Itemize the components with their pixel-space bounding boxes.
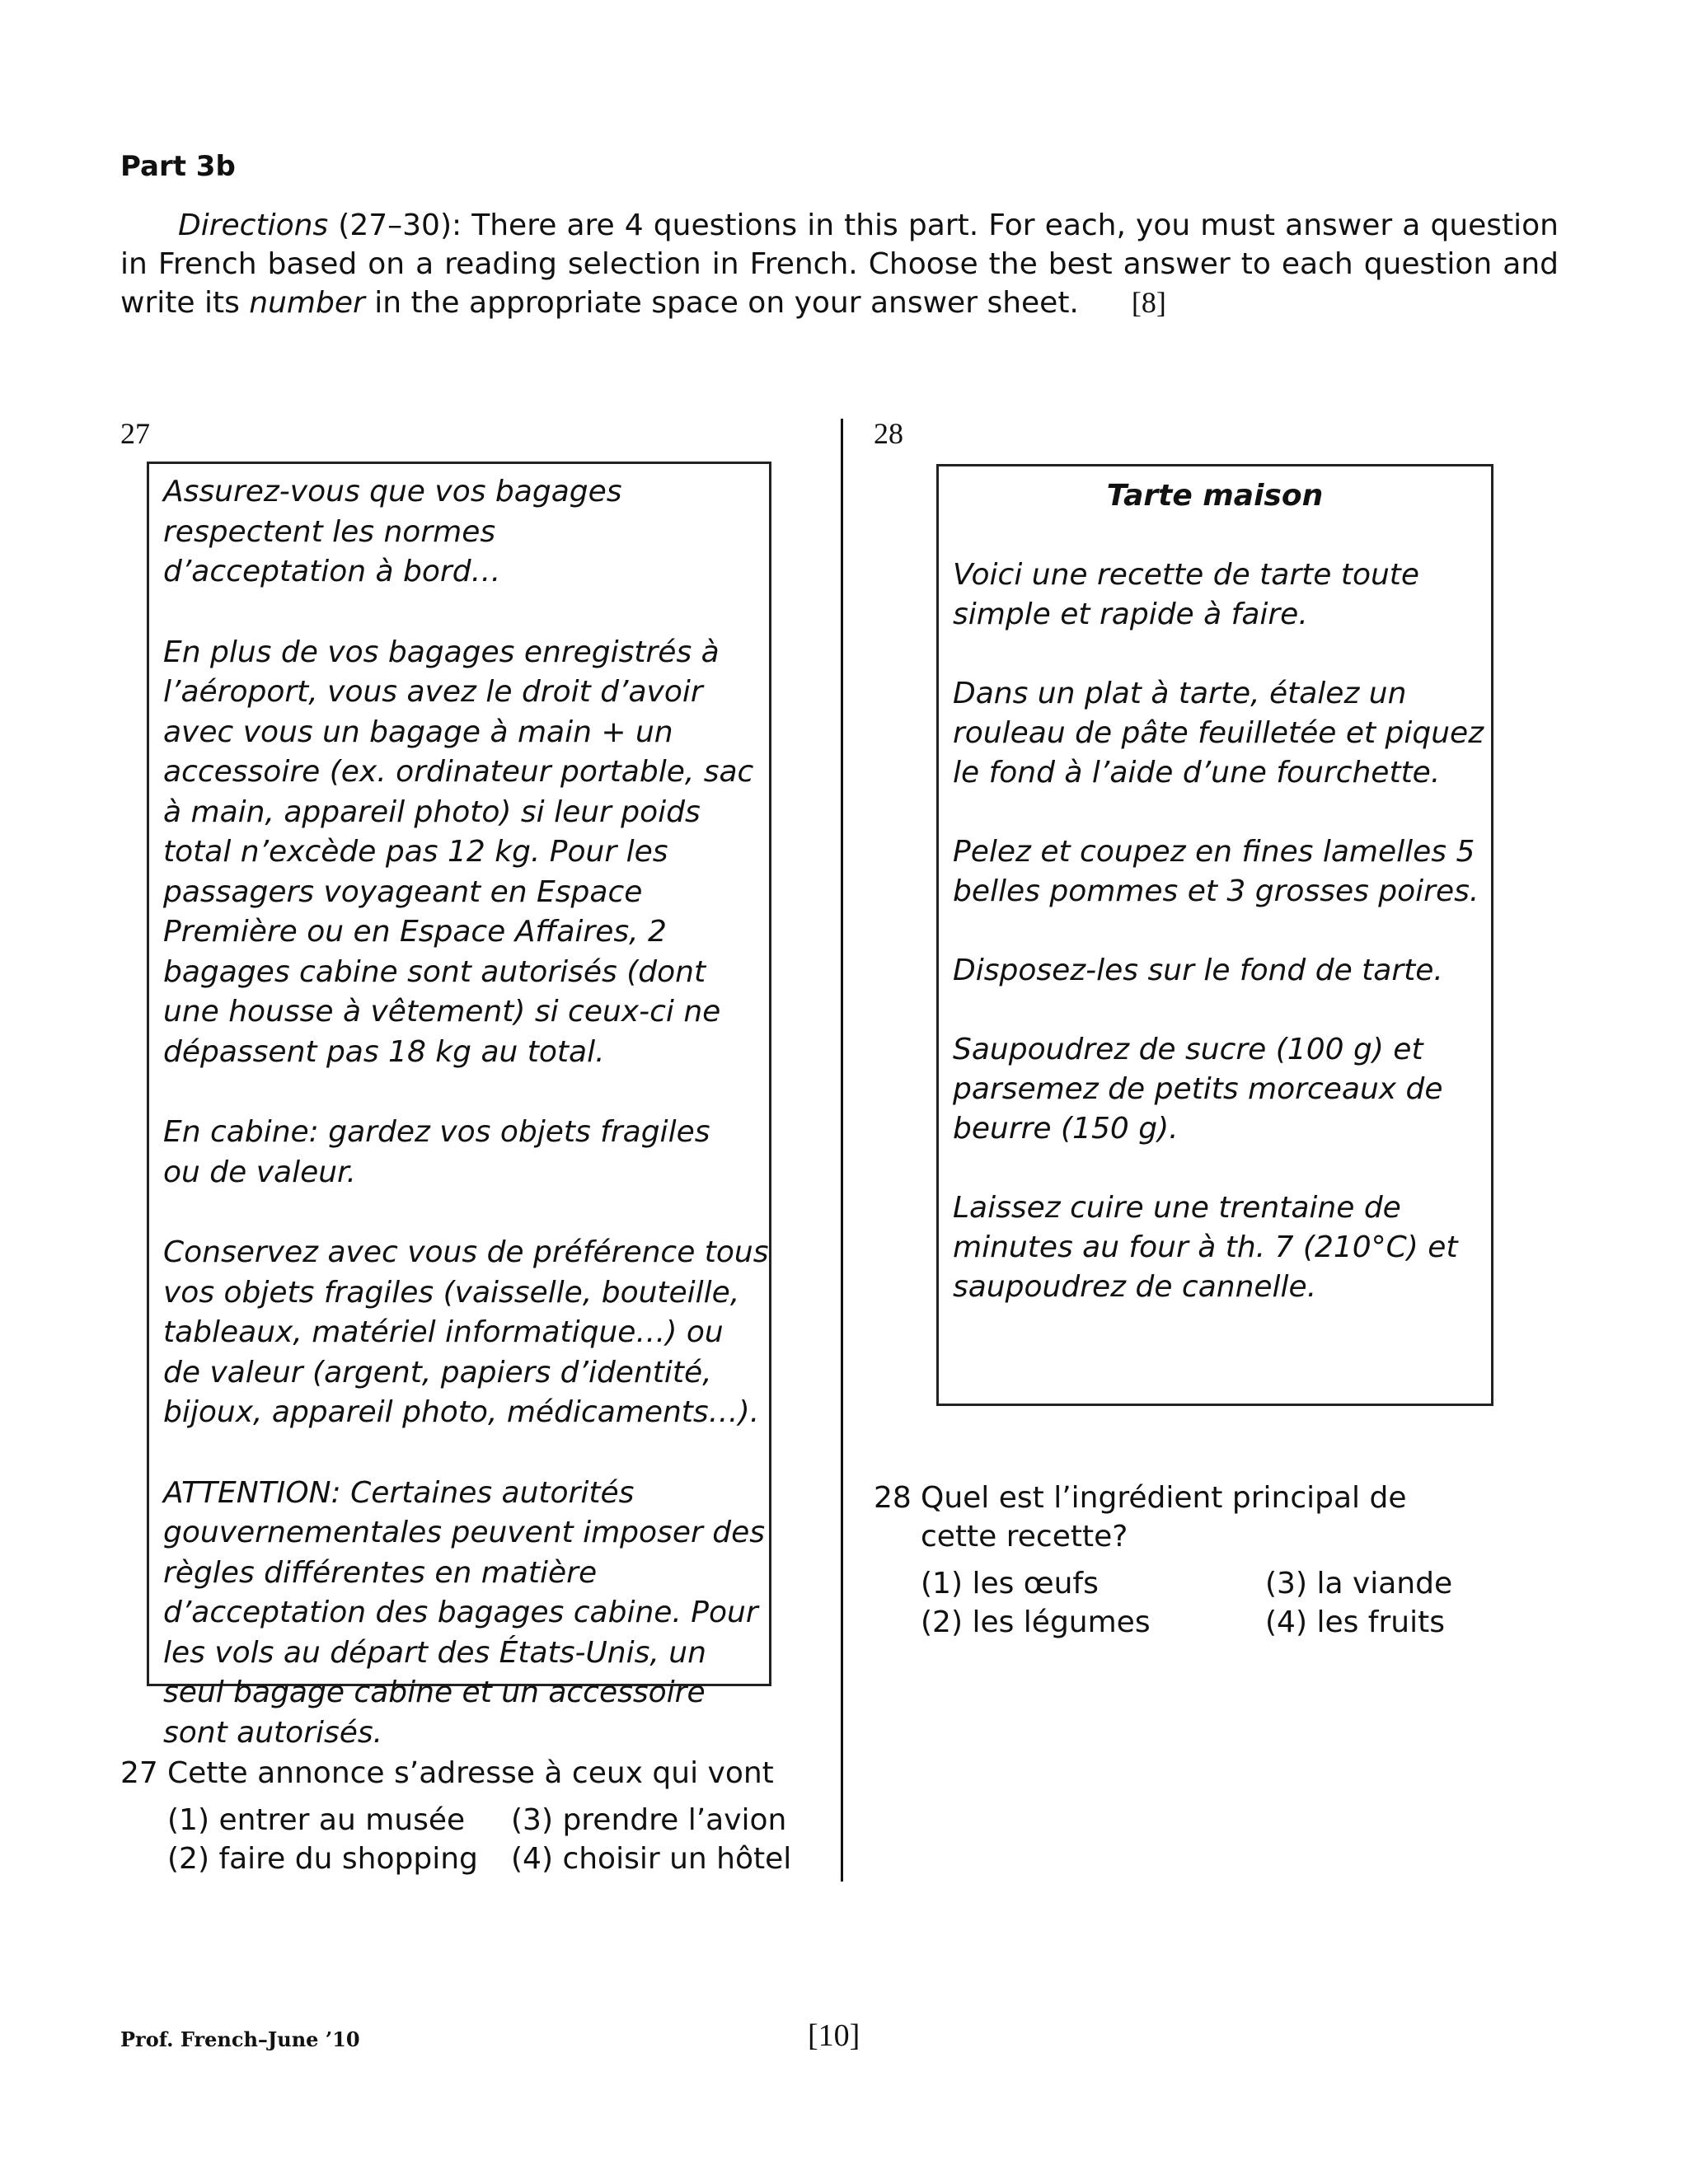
- part-title: Part 3b: [120, 150, 236, 183]
- q27-option-1: (1) entrer au musée: [167, 1803, 466, 1837]
- q27-options: [167, 1801, 829, 1878]
- q28-passage-paragraph: Laissez cuire une trentaine de minutes au four à th. 7 (210°C) et saupoudrez de cannelle.: [953, 1191, 1458, 1304]
- q27-passage-paragraph: En plus de vos bagages enregistrés à l’aéroport, vous avez le droit d’avoir avec vous un bagage à main + un accessoire (ex. ordinateur portable, sac à main, appareil photo) si leur poids total n’excède pas 12 kg. Pour les passagers voyageant en Espace Première ou en Espace Affaires, 2 bagages cabine sont autorisés (dont une housse à vêtement) si ceux-ci ne dépassent pas 18 kg au total.: [163, 635, 754, 1069]
- q27-question-text: Cette annonce s’adresse à ceux qui vont: [167, 1756, 774, 1790]
- directions-label: Directions: [178, 209, 329, 242]
- q28-option-1: (1) les œufs: [921, 1567, 1099, 1601]
- directions-emphasis: number: [249, 286, 365, 320]
- q28-passage-paragraph: Pelez et coupez en fines lamelles 5 belles pommes et 3 grosses poires.: [953, 835, 1479, 908]
- q27-option-2: (2) faire du shopping: [167, 1842, 478, 1876]
- q28-recipe-title: Tarte maison: [1106, 479, 1324, 513]
- q28-passage-paragraph: Disposez-les sur le fond de tarte.: [953, 954, 1443, 987]
- q27-number-label: 27: [120, 417, 150, 450]
- footer-exam-name: Prof. French–June ’10: [120, 2027, 360, 2051]
- q27-reading-box: [147, 462, 771, 1750]
- q27-passage-paragraph: Assurez-vous que vos bagages respectent les normes d’acceptation à bord…: [163, 475, 622, 588]
- q28-option-4: (4) les fruits: [1265, 1605, 1445, 1639]
- q28-question-number: 28: [874, 1481, 912, 1515]
- q28-passage-paragraph: Voici une recette de tarte toute simple et rapide à faire.: [953, 558, 1420, 631]
- q28-number-label: 28: [874, 417, 903, 450]
- column-divider: [841, 419, 843, 1882]
- q28-passage-paragraph: Saupoudrez de sucre (100 g) et parsemez de petits morceaux de beurre (150 g).: [953, 1033, 1443, 1146]
- q28-passage-paragraph: Dans un plat à tarte, étalez un rouleau de pâte feuilletée et piquez le fond à l’aide d’une fourchette.: [953, 677, 1484, 790]
- q28-option-3: (3) la viande: [1265, 1567, 1453, 1601]
- q27-question-number: 27: [120, 1756, 158, 1790]
- directions-text-2: in the appropriate space on your answer sheet.: [364, 286, 1079, 320]
- q27-passage-paragraph: En cabine: gardez vos objets fragiles ou de valeur.: [163, 1115, 710, 1189]
- q28-reading-box: [936, 464, 1493, 1406]
- directions: [120, 206, 1559, 322]
- q27-option-3: (3) prendre l’avion: [511, 1803, 787, 1837]
- q28-options: [921, 1564, 1533, 1642]
- q28-question-text: Quel est l’ingrédient principal de cette recette?: [921, 1481, 1407, 1554]
- q27-option-4: (4) choisir un hôtel: [511, 1842, 792, 1876]
- q28-question: [874, 1479, 1533, 1642]
- q27-question: [120, 1754, 829, 1878]
- q28-option-2: (2) les légumes: [921, 1605, 1151, 1639]
- page-number: [10]: [808, 2018, 860, 2053]
- directions-text-1: (27–30): There are 4 questions in this part. For each, you must answer a question in French based on a reading selection in French. Choose the best answer to each question and write its: [120, 209, 1559, 320]
- q27-passage-paragraph: Conservez avec vous de préférence tous vos objets fragiles (vaisselle, bouteille, tableaux, matériel informatique…) ou de valeur (argent, papiers d’identité, bijoux, appareil photo, médicaments…).: [163, 1235, 769, 1429]
- q27-passage-paragraph: ATTENTION: Certaines autorités gouvernementales peuvent imposer des règles différentes en matière d’acceptation des bagages cabine. Pour les vols au départ des États-Unis, un seul bagage cabine et un accessoire sont autorisés.: [163, 1475, 765, 1750]
- directions-points: [8]: [1131, 286, 1166, 319]
